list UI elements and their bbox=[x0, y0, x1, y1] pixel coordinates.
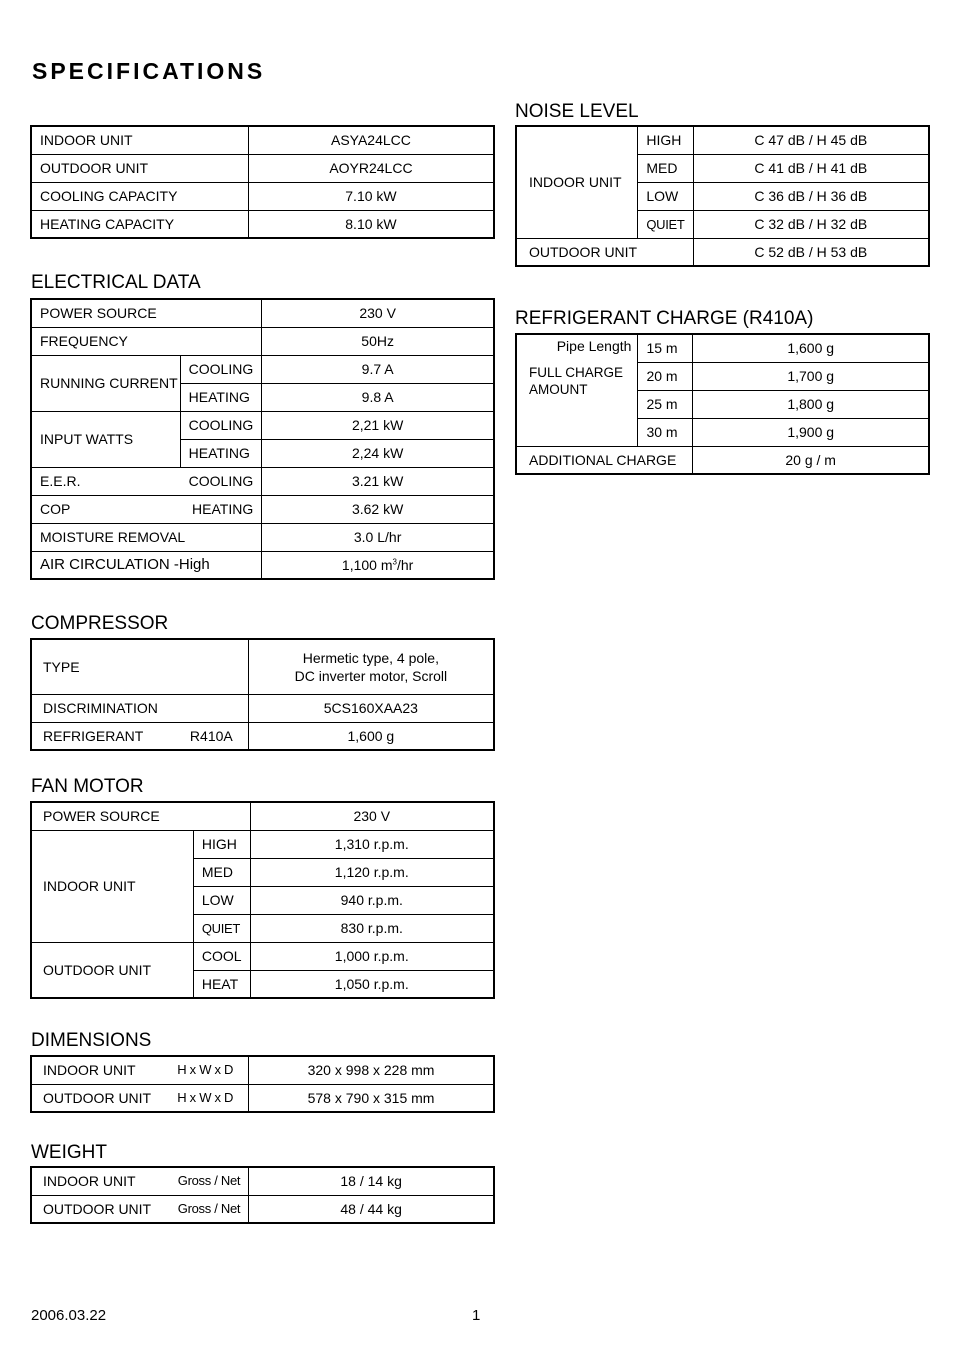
row-label: OUTDOOR UNIT bbox=[31, 942, 193, 998]
row-label: E.E.R. bbox=[40, 473, 81, 489]
dimensions-table bbox=[30, 1055, 495, 1113]
electrical-table bbox=[30, 298, 495, 580]
row-value: 578 x 790 x 315 mm bbox=[249, 1084, 494, 1112]
row-label: DISCRIMINATION bbox=[31, 694, 248, 722]
row-value: 1,600 g bbox=[248, 722, 494, 750]
compressor-table bbox=[30, 638, 495, 751]
row-label: INDOOR UNIT bbox=[31, 126, 248, 154]
row-value: 830 r.p.m. bbox=[250, 914, 494, 942]
mode-label: MED bbox=[193, 858, 250, 886]
row-value: 1,600 g bbox=[693, 334, 929, 362]
row-value: 3.62 kW bbox=[262, 495, 494, 523]
row-value: 5CS160XAA23 bbox=[248, 694, 494, 722]
row-value: 1,900 g bbox=[693, 418, 929, 446]
mode-label: HIGH bbox=[638, 126, 693, 154]
row-label: HEATING CAPACITY bbox=[31, 210, 248, 238]
section-title-refrigerant: REFRIGERANT CHARGE (R410A) bbox=[515, 308, 814, 329]
row-value: 9.7 A bbox=[262, 355, 494, 383]
row-label: INDOOR UNIT bbox=[31, 830, 193, 942]
mode-label: Gross / Net bbox=[177, 1173, 241, 1189]
noise-table bbox=[515, 125, 930, 267]
fan-motor-table bbox=[30, 801, 495, 999]
row-value: 1,100 $m^3/hr$ bbox=[262, 551, 494, 579]
mode-label: HEATING bbox=[180, 439, 262, 467]
section-title-weight: WEIGHT bbox=[31, 1142, 107, 1163]
row-value: 1,310 r.p.m. bbox=[250, 830, 494, 858]
section-title-electrical: ELECTRICAL DATA bbox=[31, 272, 201, 293]
mode-label: QUIET bbox=[193, 914, 250, 942]
mode-label: LOW bbox=[638, 182, 693, 210]
row-value: 1,050 r.p.m. bbox=[250, 970, 494, 998]
mode-label: H x W x D bbox=[177, 1062, 234, 1078]
full-charge-cell bbox=[516, 334, 638, 446]
row-value: 1,800 g bbox=[693, 390, 929, 418]
row-value: C 47 dB / H 45 dB bbox=[693, 126, 929, 154]
mode-label: COOL bbox=[193, 942, 250, 970]
row-label: AIR CIRCULATION -High bbox=[31, 551, 262, 579]
row-label: INDOOR UNIT bbox=[43, 1062, 136, 1079]
row-label: OUTDOOR UNIT bbox=[43, 1089, 152, 1106]
mode-label: LOW bbox=[193, 886, 250, 914]
mode-label: H x W x D bbox=[177, 1089, 234, 1105]
row-label: COP bbox=[40, 501, 71, 517]
mode-label: HEATING bbox=[192, 501, 254, 517]
row-value: 3.21 kW bbox=[262, 467, 494, 495]
mode-label: Gross / Net bbox=[177, 1200, 241, 1216]
row-label: OUTDOOR UNIT bbox=[31, 154, 248, 182]
row-value: C 36 dB / H 36 dB bbox=[693, 182, 929, 210]
page-number: 1 bbox=[472, 1307, 481, 1324]
row-value: 1,700 g bbox=[693, 362, 929, 390]
row-label: FREQUENCY bbox=[31, 327, 262, 355]
row-value: ASYA24LCC bbox=[248, 126, 494, 154]
row-value: 9.8 A bbox=[262, 383, 494, 411]
mode-label: HIGH bbox=[193, 830, 250, 858]
full-charge-label-2: AMOUNT bbox=[529, 382, 588, 397]
mode-label: HEATING bbox=[180, 383, 262, 411]
row-label: ADDITIONAL CHARGE bbox=[516, 446, 693, 474]
row-value: C 41 dB / H 41 dB bbox=[693, 154, 929, 182]
row-value: 320 x 998 x 228 mm bbox=[249, 1056, 494, 1084]
row-label: OUTDOOR UNIT bbox=[43, 1200, 152, 1217]
row-value: 230 V bbox=[250, 802, 494, 830]
row-value: AOYR24LCC bbox=[248, 154, 494, 182]
full-charge-label: FULL CHARGE bbox=[529, 365, 624, 380]
row-value: Hermetic type, 4 pole, DC inverter motor, Scroll bbox=[248, 639, 494, 694]
mode-label: COOLING bbox=[180, 355, 262, 383]
row-label: REFRIGERANT bbox=[43, 727, 144, 744]
row-value: 230 V bbox=[262, 299, 494, 327]
section-title-noise: NOISE LEVEL bbox=[515, 101, 639, 122]
row-value: 8.10 kW bbox=[248, 210, 494, 238]
row-value: 3.0 L/hr bbox=[262, 523, 494, 551]
pipe-length: 30 m bbox=[638, 418, 693, 446]
row-label: INPUT WATTS bbox=[31, 411, 180, 467]
mode-label: COOLING bbox=[180, 411, 262, 439]
row-label: RUNNING CURRENT bbox=[31, 355, 180, 411]
row-label: POWER SOURCE bbox=[31, 802, 250, 830]
section-title-fan-motor: FAN MOTOR bbox=[31, 776, 144, 797]
row-label: INDOOR UNIT bbox=[43, 1173, 136, 1190]
mode-label: MED bbox=[638, 154, 693, 182]
row-label: POWER SOURCE bbox=[31, 299, 262, 327]
row-label: COOLING CAPACITY bbox=[31, 182, 248, 210]
mode-label: COOLING bbox=[188, 473, 254, 489]
page-title: SPECIFICATIONS bbox=[32, 58, 266, 84]
row-value: 2,21 kW bbox=[262, 411, 494, 439]
row-value: 1,000 r.p.m. bbox=[250, 942, 494, 970]
pipe-length: 20 m bbox=[638, 362, 693, 390]
row-value: 18 / 14 kg bbox=[249, 1167, 494, 1195]
pipe-length-label: Pipe Length bbox=[556, 338, 632, 354]
refrigerant-table bbox=[515, 333, 930, 475]
table-row bbox=[31, 182, 494, 210]
section-title-compressor: COMPRESSOR bbox=[31, 613, 169, 634]
mode-label: HEAT bbox=[193, 970, 250, 998]
row-value: C 32 dB / H 32 dB bbox=[693, 210, 929, 238]
row-value: 7.10 kW bbox=[248, 182, 494, 210]
row-value: 20 g / m bbox=[693, 446, 929, 474]
weight-table bbox=[30, 1166, 495, 1224]
row-label: OUTDOOR UNIT bbox=[516, 238, 693, 266]
section-title-dimensions: DIMENSIONS bbox=[31, 1030, 152, 1051]
table-row bbox=[31, 154, 494, 182]
footer-date: 2006.03.22 bbox=[31, 1307, 107, 1324]
mode-label: QUIET bbox=[638, 210, 693, 238]
general-table bbox=[30, 125, 495, 239]
row-value: 50Hz bbox=[262, 327, 494, 355]
row-value: 48 / 44 kg bbox=[249, 1195, 494, 1223]
row-value: 940 r.p.m. bbox=[250, 886, 494, 914]
table-row bbox=[31, 126, 494, 154]
row-label: TYPE bbox=[31, 639, 248, 694]
row-label: INDOOR UNIT bbox=[516, 126, 638, 238]
row-value: 2,24 kW bbox=[262, 439, 494, 467]
pipe-length: 15 m bbox=[638, 334, 693, 362]
table-row bbox=[31, 210, 494, 238]
row-value: 1,120 r.p.m. bbox=[250, 858, 494, 886]
pipe-length: 25 m bbox=[638, 390, 693, 418]
mode-label: R410A bbox=[189, 727, 233, 744]
row-value: C 52 dB / H 53 dB bbox=[693, 238, 929, 266]
row-label: MOISTURE REMOVAL bbox=[31, 523, 262, 551]
